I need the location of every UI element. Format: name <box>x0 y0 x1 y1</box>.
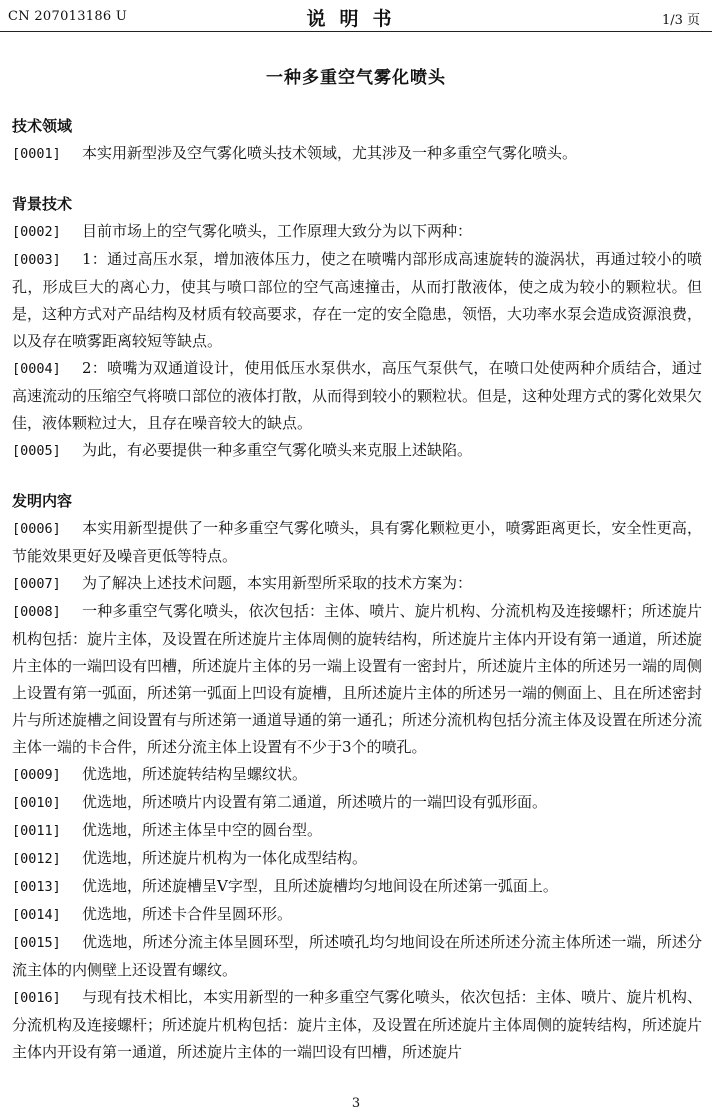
paragraph-number: [0004] <box>12 361 61 377</box>
page-header <box>0 0 712 30</box>
paragraph-number: [0003] <box>12 252 61 268</box>
page-number: 3 <box>351 1096 361 1111</box>
paragraph-text: 为此，有必要提供一种多重空气雾化喷头来克服上述缺陷。 <box>82 441 473 459</box>
paragraph-text: 优选地，所述旋片机构为一体化成型结构。 <box>82 849 368 867</box>
paragraph <box>12 929 702 984</box>
paragraph-text: 优选地，所述主体呈中空的圆台型。 <box>82 821 323 839</box>
paragraph <box>12 845 702 873</box>
paragraph-number: [0016] <box>12 990 61 1006</box>
paragraph-text: 优选地，所述分流主体呈圆环型，所述喷孔均匀地间设在所述所述分流主体所述一端，所述分流主体的内侧壁上还设置有螺纹。 <box>12 933 702 979</box>
heading-background: 背景技术 <box>12 195 73 213</box>
document-title: 一种多重空气雾化喷头 <box>266 68 446 88</box>
paragraph-number: [0006] <box>12 521 61 537</box>
paragraph <box>12 761 702 789</box>
heading-invention: 发明内容 <box>12 492 73 510</box>
paragraph-text: 本实用新型涉及空气雾化喷头技术领域，尤其涉及一种多重空气雾化喷头。 <box>82 144 578 162</box>
paragraph-number: [0010] <box>12 795 61 811</box>
paragraph-text: 优选地，所述旋槽呈V字型，且所述旋槽均匀地间设在所述第一弧面上。 <box>82 877 558 895</box>
paragraph-number: [0001] <box>12 146 61 162</box>
paragraph-text: 优选地，所述卡合件呈圆环形。 <box>82 905 293 923</box>
paragraph <box>12 246 702 355</box>
paragraph <box>12 140 702 168</box>
paragraph-text: 优选地，所述旋转结构呈螺纹状。 <box>82 765 308 783</box>
paragraph <box>12 873 702 901</box>
paragraph-number: [0009] <box>12 767 61 783</box>
heading-tech-field: 技术领域 <box>12 117 73 135</box>
paragraph-number: [0012] <box>12 851 61 867</box>
paragraph-text: 1：通过高压水泵，增加液体压力，使之在喷嘴内部形成高速旋转的漩涡状，再通过较小的喷孔，形成巨大的离心力，使其与喷口部位的空气高速撞击，从而打散液体，使之成为较小的颗粒状。但是，这种方式对产品结构及材质有较高要求，存在一定的安全隐患，领悟，大功率水泵会造成资源浪费，以及存在喷雾距离较短等缺点。 <box>12 250 703 350</box>
paragraph-number: [0008] <box>12 604 61 620</box>
paragraph-number: [0002] <box>12 224 61 240</box>
paragraph <box>12 515 702 570</box>
paragraph-text: 目前市场上的空气雾化喷头，工作原理大致分为以下两种： <box>82 222 473 240</box>
page-indicator: 1/3 页 <box>661 13 700 28</box>
paragraph-number: [0013] <box>12 879 61 895</box>
paragraph <box>12 817 702 845</box>
document-body <box>12 113 702 1066</box>
paragraph <box>12 355 702 437</box>
paragraph <box>12 218 702 246</box>
paragraph <box>12 598 702 761</box>
paragraph-text: 为了解决上述技术问题，本实用新型所采取的技术方案为： <box>82 574 473 592</box>
paragraph-number: [0015] <box>12 935 61 951</box>
paragraph-text: 2：喷嘴为双通道设计，使用低压水泵供水，高压气泵供气，在喷口处使两种介质结合，通过高速流动的压缩空气将喷口部位的液体打散，从而得到较小的颗粒状。但是，这种处理方式的雾化效果欠佳，液体颗粒过大，且存在噪音较大的缺点。 <box>12 359 703 432</box>
section-title: 说明书 <box>306 8 406 30</box>
paragraph-text: 与现有技术相比，本实用新型的一种多重空气雾化喷头，依次包括：主体、喷片、旋片机构、分流机构及连接螺杆；所述旋片机构包括：旋片主体，及设置在所述旋片主体周侧的旋转结构，所述旋片主体内开设有第一通道，所述旋片主体的一端凹设有凹槽，所述旋片 <box>12 988 703 1061</box>
invention-paragraphs <box>12 515 702 1066</box>
doc-number: CN 207013186 U <box>8 9 128 24</box>
paragraph-number: [0011] <box>12 823 61 839</box>
paragraph <box>12 437 702 465</box>
paragraph-number: [0014] <box>12 907 61 923</box>
paragraph-text: 一种多重空气雾化喷头，依次包括：主体、喷片、旋片机构、分流机构及连接螺杆；所述旋片机构包括：旋片主体，及设置在所述旋片主体周侧的旋转结构，所述旋片主体内开设有第一通道，所述旋片主体的一端凹设有凹槽，所述旋片主体的另一端上设置有一密封片，所述旋片主体的所述另一端的周侧上设置有第一弧面，所述第一弧面上凹设有旋槽，且所述旋片主体的所述另一端的侧面上、且在所述密封片与所述旋槽之间设置有与所述第一通道导通的第一通孔；所述分流机构包括分流主体及设置在所述分流主体一端的卡合件，所述分流主体上设置有不少于3个的喷孔。 <box>12 602 703 756</box>
paragraph-text: 本实用新型提供了一种多重空气雾化喷头，具有雾化颗粒更小，喷雾距离更长，安全性更高，节能效果更好及噪音更低等特点。 <box>12 519 702 565</box>
tech-field-paragraphs <box>12 140 702 168</box>
paragraph <box>12 901 702 929</box>
paragraph-text: 优选地，所述喷片内设置有第二通道，所述喷片的一端凹设有弧形面。 <box>82 793 548 811</box>
background-paragraphs <box>12 218 702 465</box>
paragraph-number: [0005] <box>12 443 61 459</box>
paragraph <box>12 984 702 1066</box>
paragraph <box>12 570 702 598</box>
header-divider <box>0 31 712 32</box>
paragraph-number: [0007] <box>12 576 61 592</box>
paragraph <box>12 789 702 817</box>
